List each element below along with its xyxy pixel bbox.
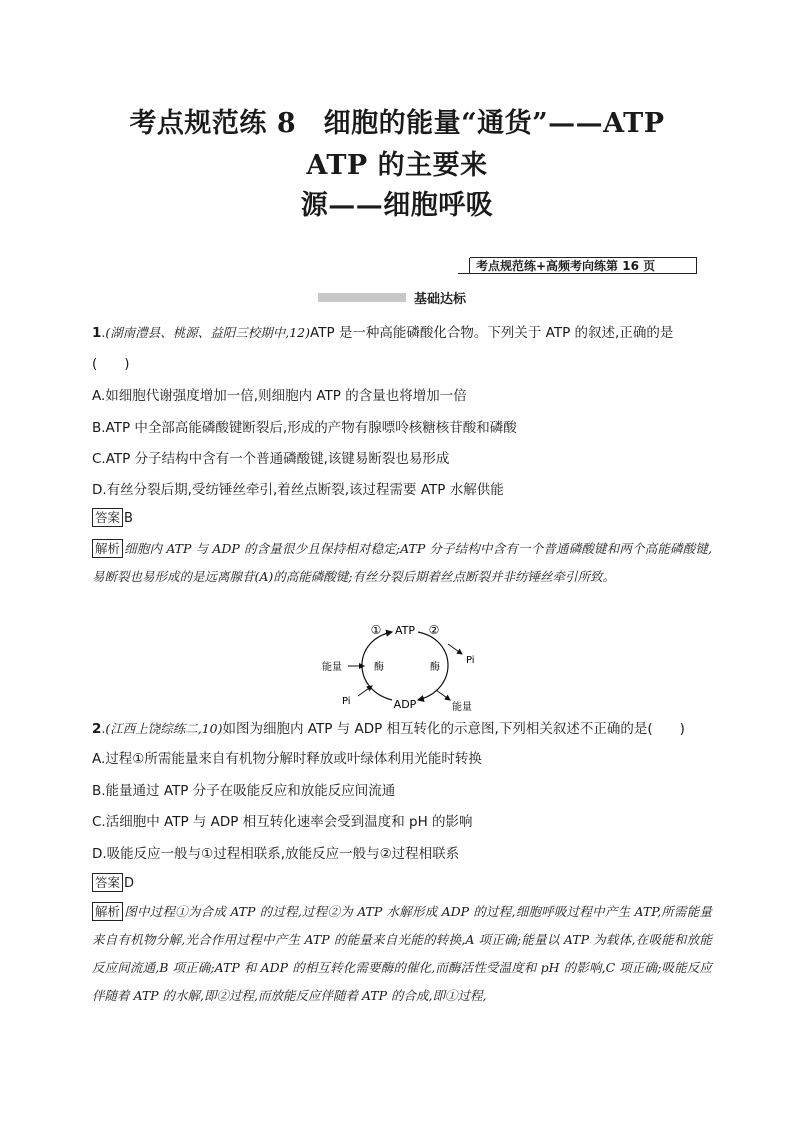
page-title-line2: ATP 的主要来 [306,150,488,181]
q1-number: 1 [92,325,102,341]
label-enzyme-right: 酶 [430,662,440,673]
q2-stem: 如图为细胞内 ATP 与 ADP 相互转化的示意图,下列相关叙述不正确的是( ) [222,721,685,737]
label-atp: ATP [394,624,416,637]
pi-in-arrow [358,686,372,696]
q1-source: .(湖南澧县、桃源、益阳三校期中,12) [101,325,311,340]
q1-option-b: B.ATP 中全部高能磷酸键断裂后,形成的产物有腺嘌呤核糖核苷酸和磷酸 [92,420,517,436]
label-pi-right: Pi [466,655,475,666]
q1-option-c: C.ATP 分子结构中含有一个普通磷酸键,该键易断裂也易形成 [92,451,450,467]
label-energy-left: 能量 [322,662,342,673]
label-process-1: ① [370,623,382,637]
q1-answer-tag: 答案 [92,508,123,527]
q1-blank: ( ) [92,356,130,372]
q2-explanation [92,898,712,1010]
q2-option-d: D.吸能反应一般与①过程相联系,放能反应一般与②过程相联系 [92,846,460,862]
label-adp: ADP [393,698,417,711]
q1-stem: ATP 是一种高能磷酸化合物。下列关于 ATP 的叙述,正确的是 [310,325,674,341]
q2-explanation-text: 图中过程①为合成 ATP 的过程,过程②为 ATP 水解形成 ADP 的过程,细胞呼吸过程中产生 ATP,所需能量来自有机物分解,光合作用过程中产生 ATP 的能量来自光能的转换,A 项正确;能量以 ATP 为载体,在吸能和放能反应间流通,B 项正确;ATP 和 ADP 的相互转化需要酶的催化,而酶活性受温度和 pH 的影响,C 项正确;吸能反应伴随着 ATP 的水解,即②过程,而放能反应伴随着 ATP 的合成,即①过程, [92,904,712,1003]
section-bar [318,293,406,302]
q1-option-d: D.有丝分裂后期,受纺锤丝牵引,着丝点断裂,该过程需要 ATP 水解供能 [92,482,504,498]
q2-number: 2 [92,721,102,737]
q1-stem-line [92,321,673,341]
page-title-line3: 源——细胞呼吸 [300,190,494,221]
q2-stem-line [92,717,685,737]
q2-answer [92,873,134,892]
q1-option-a: A.如细胞代谢强度增加一倍,则细胞内 ATP 的含量也将增加一倍 [92,388,467,404]
q1-explanation-text: 细胞内 ATP 与 ADP 的含量很少且保持相对稳定;ATP 分子结构中含有一个普通磷酸键和两个高能磷酸键,易断裂也易形成的是远离腺苷(A)的高能磷酸键;有丝分裂后期着丝点断裂并非纺锤丝牵引所致。 [92,541,712,584]
q1-answer [92,508,133,527]
q1-explain-tag: 解析 [92,539,123,558]
q2-option-c: C.活细胞中 ATP 与 ADP 相互转化速率会受到温度和 pH 的影响 [92,814,473,830]
reference-box: 考点规范练+高频考向练第 16 页 [470,257,697,274]
q1-answer-value: B [124,511,133,526]
energy-out-arrow [436,690,450,700]
label-energy-right: 能量 [452,702,472,713]
q1-explanation [92,535,712,591]
q2-option-b: B.能量通过 ATP 分子在吸能反应和放能反应间流通 [92,783,396,799]
q2-answer-tag: 答案 [92,873,123,892]
section-label: 基础达标 [414,292,467,307]
label-process-2: ② [428,623,440,637]
q2-answer-value: D [124,876,135,891]
q2-option-a: A.过程①所需能量来自有机物分解时释放或叶绿体利用光能时转换 [92,751,482,767]
section-header [318,288,466,307]
q2-explain-tag: 解析 [92,902,123,921]
label-enzyme-left: 酶 [374,662,384,673]
atp-adp-cycle-diagram [322,618,490,714]
q2-source: .(江西上饶综练二,10) [101,721,223,736]
page-title-line1: 考点规范练 8 细胞的能量“通货”——ATP [129,108,665,139]
label-pi-left: Pi [342,696,351,707]
reference-underline [458,273,470,274]
pi-out-arrow [448,644,462,654]
